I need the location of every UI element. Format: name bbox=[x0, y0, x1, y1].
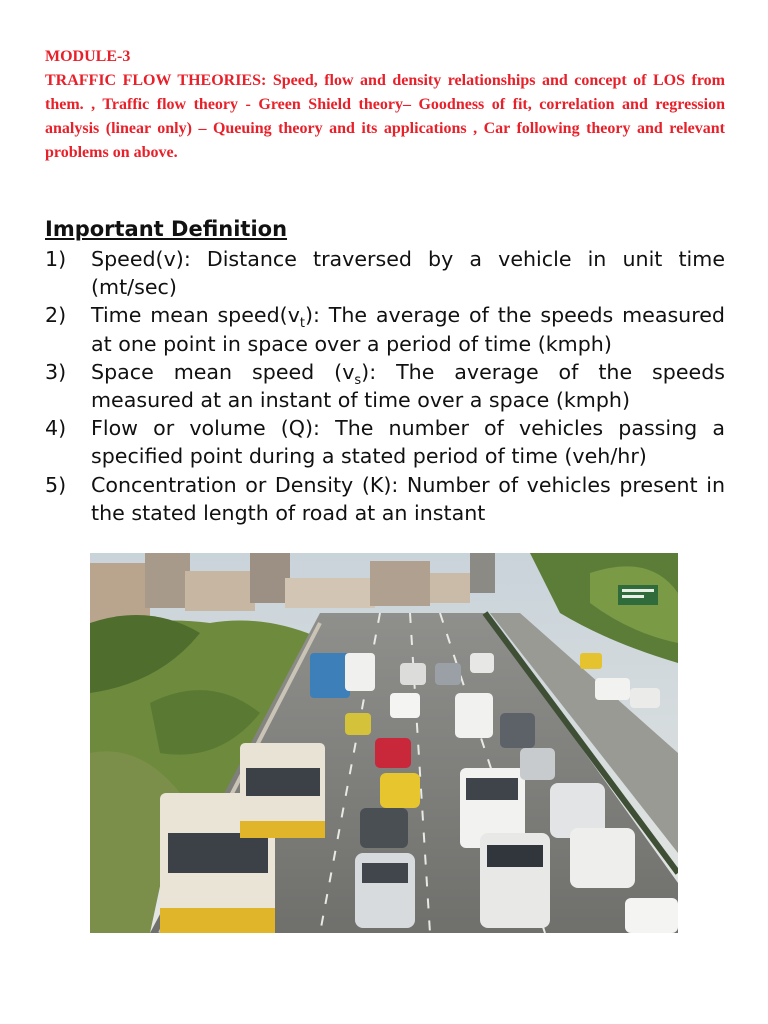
item-number: 3) bbox=[45, 359, 67, 384]
item-text: Speed(v): Distance traversed by a vehicle in unit time (mt/sec) bbox=[91, 247, 725, 300]
definitions-list bbox=[45, 245, 725, 527]
definition-item-space-mean-speed bbox=[45, 358, 725, 414]
definition-item-time-mean-speed bbox=[45, 301, 725, 357]
item-text: Flow or volume (Q): The number of vehicles passing a specified point during a stated period of time (veh/hr) bbox=[91, 416, 725, 469]
item-subscript: s bbox=[354, 372, 362, 388]
item-text-pre: Space mean speed (v bbox=[91, 359, 355, 384]
item-number: 1) bbox=[45, 247, 67, 271]
definitions-heading: Important Definition bbox=[45, 217, 288, 241]
module-syllabus: TRAFFIC FLOW THEORIES: Speed, flow and density relationships and concept of LOS from them. , Traffic flow theory - Green Shield theory– Goodness of fit, correlation and regression analysis (linear only) – Queuing theory and its applications , Car following theory and relevant problems on above. bbox=[45, 72, 725, 161]
definition-item-density bbox=[45, 471, 725, 527]
item-text-post: ): The average of the speeds measured at one point in space over a period of time (kmph) bbox=[91, 303, 725, 356]
traffic-jam-photo bbox=[90, 553, 678, 933]
module-title: MODULE-3 bbox=[45, 48, 131, 65]
definition-item-flow bbox=[45, 414, 725, 470]
item-number: 2) bbox=[45, 303, 67, 328]
module-header bbox=[45, 45, 725, 165]
item-text-pre: Time mean speed(v bbox=[91, 303, 300, 328]
item-number: 5) bbox=[45, 472, 67, 497]
item-text: Concentration or Density (K): Number of vehicles present in the stated length of road at an instant bbox=[91, 472, 725, 525]
definitions-section bbox=[45, 214, 725, 527]
traffic-photo-illustration bbox=[90, 553, 678, 933]
definition-item-speed bbox=[45, 245, 725, 301]
item-number: 4) bbox=[45, 416, 67, 441]
item-subscript: t bbox=[299, 316, 305, 332]
item-text-post: ): The average of the speeds measured at an instant of time over a space (kmph) bbox=[91, 359, 725, 413]
